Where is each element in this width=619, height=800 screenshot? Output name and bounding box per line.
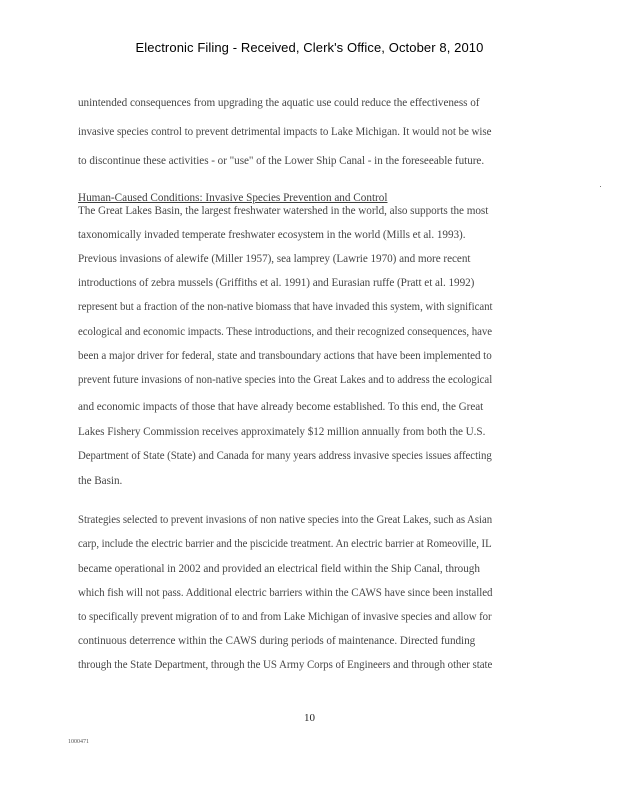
section-heading: Human-Caused Conditions: Invasive Species Prevention and Control	[78, 192, 388, 204]
page-number: 10	[304, 712, 315, 724]
body-line: Lakes Fishery Commission receives approximately $12 million annually from both the U.S.	[78, 426, 486, 438]
body-line: introductions of zebra mussels (Griffiths et al. 1991) and Eurasian ruffe (Pratt et al. 1992)	[78, 277, 475, 289]
body-line: to discontinue these activities - or "use" of the Lower Ship Canal - in the foreseeable future.	[78, 155, 485, 167]
body-line: the Basin.	[78, 475, 123, 487]
body-line: ecological and economic impacts. These introductions, and their recognized consequences, have	[78, 326, 493, 338]
body-line: Department of State (State) and Canada for many years address invasive species issues affecting	[78, 450, 492, 462]
body-line: invasive species control to prevent detrimental impacts to Lake Michigan. It would not be wise	[78, 126, 492, 138]
body-line: to specifically prevent migration of to and from Lake Michigan of invasive species and allow for	[78, 611, 492, 623]
body-line: became operational in 2002 and provided an electrical field within the Ship Canal, through	[78, 563, 480, 575]
body-line: unintended consequences from upgrading the aquatic use could reduce the effectiveness of	[78, 97, 480, 109]
body-line: through the State Department, through the US Army Corps of Engineers and through other state	[78, 659, 493, 671]
body-line: represent but a fraction of the non-native biomass that have invaded this system, with significant	[78, 301, 493, 313]
body-line: prevent future invasions of non-native species into the Great Lakes and to address the ecological	[78, 374, 493, 386]
body-line: Strategies selected to prevent invasions of non native species into the Great Lakes, such as Asian	[78, 514, 493, 526]
body-line: carp, include the electric barrier and the piscicide treatment. An electric barrier at Romeoville, IL	[78, 538, 492, 550]
document-id: 1000471	[68, 739, 89, 745]
body-line: been a major driver for federal, state and transboundary actions that have been implemented to	[78, 350, 492, 362]
body-line: which fish will not pass. Additional electric barriers within the CAWS have since been installed	[78, 587, 493, 599]
body-line: continuous deterrence within the CAWS during periods of maintenance. Directed funding	[78, 635, 476, 647]
body-line: Previous invasions of alewife (Miller 1957), sea lamprey (Lawrie 1970) and more recent	[78, 253, 471, 265]
body-line: and economic impacts of those that have already become established. To this end, the Great	[78, 401, 484, 413]
filing-header: Electronic Filing - Received, Clerk's Office, October 8, 2010	[135, 40, 484, 55]
scan-speck	[600, 186, 601, 187]
body-line: taxonomically invaded temperate freshwater ecosystem in the world (Mills et al. 1993).	[78, 229, 466, 241]
body-line: The Great Lakes Basin, the largest freshwater watershed in the world, also supports the most	[78, 205, 489, 217]
